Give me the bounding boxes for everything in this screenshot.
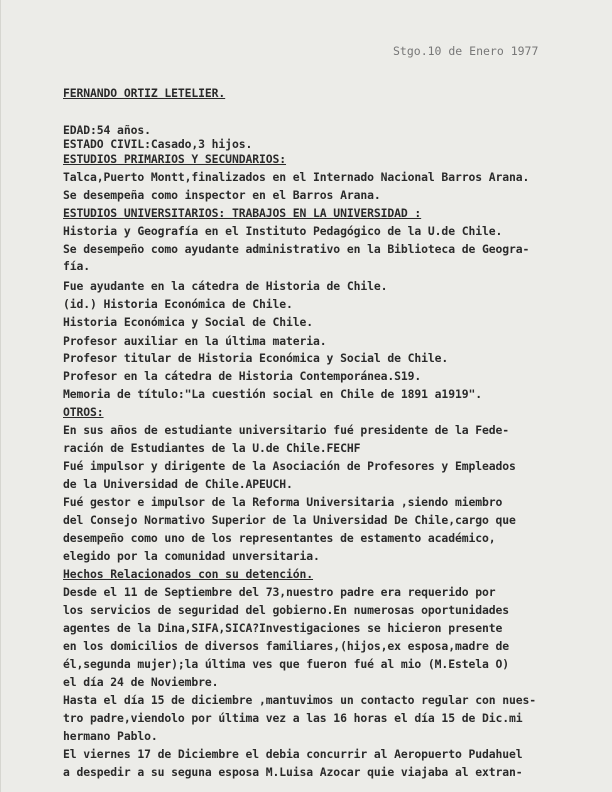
text-line: a despedir a su seguna esposa M.Luisa Azocar quie viajaba al extran- xyxy=(63,765,523,779)
text-line: (id.) Historia Económica de Chile. xyxy=(63,297,293,311)
section-heading: ESTUDIOS PRIMARIOS Y SECUNDARIOS: xyxy=(63,152,287,166)
text-line: Fue ayudante en la cátedra de Historia de Chile. xyxy=(63,279,388,293)
text-line: fía. xyxy=(63,259,91,273)
text-line: elegido por la comunidad unversitaria. xyxy=(63,549,320,563)
text-line: agentes de la Dina,SIFA,SICA?Investigaciones se hicieron presente xyxy=(63,621,503,635)
text-line: Historia Económica y Social de Chile. xyxy=(63,315,314,329)
text-line: ración de Estudiantes de la U.de Chile.FECHF xyxy=(63,441,361,455)
section-heading: Hechos Relacionados con su detención. xyxy=(63,567,314,581)
section-heading: ESTUDIOS UNIVERSITARIOS: TRABAJOS EN LA UNIVERSIDAD : xyxy=(63,206,422,220)
text-line: Profesor en la cátedra de Historia Contemporánea.S19. xyxy=(63,369,422,383)
text-line: Talca,Puerto Montt,finalizados en el Internado Nacional Barros Arana. xyxy=(63,170,530,184)
text-line: él,segunda mujer);la última ves que fueron fué al mio (M.Estela O) xyxy=(63,657,510,671)
text-line: Se desempeño como ayudante administrativo en la Biblioteca de Geogra- xyxy=(63,242,530,256)
text-line: en los domicilios de diversos familiares,(hijos,ex esposa,madre de xyxy=(63,639,510,653)
text-line: de la Universidad de Chile.APEUCH. xyxy=(63,477,293,491)
text-line: ESTADO CIVIL:Casado,3 hijos. xyxy=(63,137,253,151)
text-line: Profesor auxiliar en la última materia. xyxy=(63,334,327,348)
text-line: desempeño como uno de los representantes de estamento académico, xyxy=(63,531,496,545)
text-line: Historia y Geografía en el Instituto Pedagógico de la U.de Chile. xyxy=(63,224,503,238)
text-line: Se desempeña como inspector en el Barros Arana. xyxy=(63,188,381,202)
text-line: Hasta el día 15 de diciembre ,mantuvimos un contacto regular con nues- xyxy=(63,693,537,707)
text-line: Fué gestor e impulsor de la Reforma Universitaria ,siendo miembro xyxy=(63,495,503,509)
text-line: el día 24 de Noviembre. xyxy=(63,675,219,689)
text-line: Fué impulsor y dirigente de la Asociación de Profesores y Empleados xyxy=(63,459,516,473)
text-line: En sus años de estudiante universitario fué presidente de la Fede- xyxy=(63,423,510,437)
text-line: tro padre,viendolo por última vez a las 16 horas el día 15 de Dic.mi xyxy=(63,711,523,725)
text-line: los servicios de seguridad del gobierno.En numerosas oportunidades xyxy=(63,603,510,617)
text-line: del Consejo Normativo Superior de la Universidad De Chile,cargo que xyxy=(63,513,516,527)
document-date: Stgo.10 de Enero 1977 xyxy=(393,44,539,58)
text-line: hermano Pablo. xyxy=(63,729,158,743)
document-title: FERNANDO ORTIZ LETELIER. xyxy=(63,86,226,100)
text-line: Memoria de título:"La cuestión social en Chile de 1891 a1919". xyxy=(63,387,482,401)
text-line: Profesor titular de Historia Económica y Social de Chile. xyxy=(63,351,449,365)
section-heading: OTROS: xyxy=(63,405,104,419)
text-line: Desde el 11 de Septiembre del 73,nuestro padre era requerido por xyxy=(63,585,496,599)
text-line: EDAD:54 años. xyxy=(63,123,151,137)
text-line: El viernes 17 de Diciembre el debia concurrir al Aeropuerto Pudahuel xyxy=(63,747,523,761)
